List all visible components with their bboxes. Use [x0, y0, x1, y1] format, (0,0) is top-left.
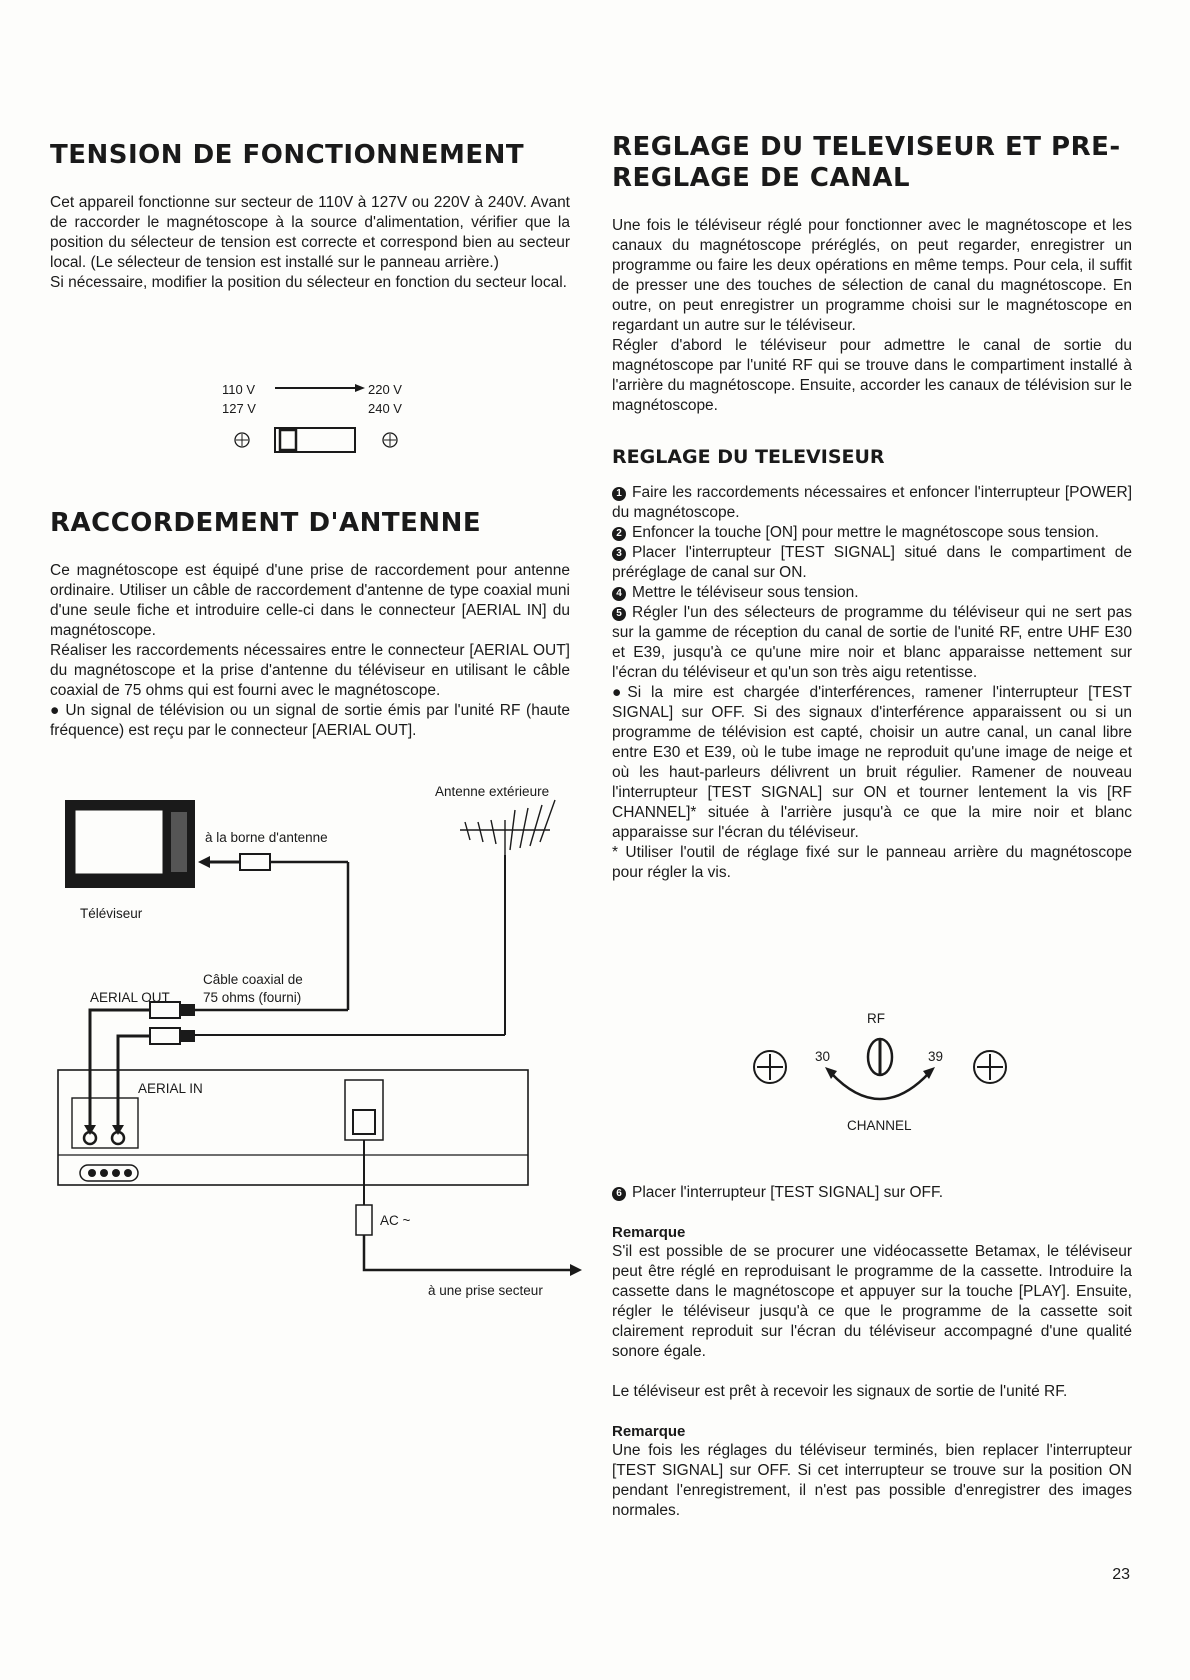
aerial-in-label: AERIAL IN [138, 1081, 203, 1096]
reglage-subtitle: REGLAGE DU TELEVISEUR [612, 446, 885, 469]
step-1 [612, 483, 1132, 523]
pret-text: Le téléviseur est prêt à recevoir les signaux de sortie de l'unité RF. [612, 1383, 1068, 1400]
tv-plug-icon [240, 854, 270, 870]
remarque-2-title: Remarque [612, 1423, 686, 1440]
aerial-terminal-box [72, 1098, 138, 1148]
tension-para-1: Cet appareil fonctionne sur secteur de 110V à 127V ou 220V à 240V. Avant de raccorder le magnétoscope à la source d'alimentation, vérifier que la position du sélecteur de tension est correcte et correspond bien au secteur local. (Le sélecteur de tension est installé sur le panneau arrière.) [50, 194, 570, 272]
v240-label: 240 V [368, 401, 402, 416]
step-6-text: Placer l'interrupteur [TEST SIGNAL] sur OFF. [632, 1184, 944, 1201]
step-2-number: 2 [612, 527, 626, 541]
step-1-text: Faire les raccordements nécessaires et enfoncer l'interrupteur [POWER] du magnétoscope. [612, 484, 1132, 522]
step-5 [612, 603, 1132, 683]
prise-label: à une prise secteur [428, 1283, 543, 1298]
page-number: 23 [1112, 1566, 1130, 1583]
rf-label: RF [867, 1011, 885, 1026]
footnote: * Utiliser l'outil de réglage fixé sur le panneau arrière du magnétoscope pour régler la vis. [612, 844, 1132, 882]
step-5-number: 5 [612, 607, 626, 621]
antenne-para-2: Réaliser les raccordements nécessaires entre le connecteur [AERIAL OUT] du magnétoscope et la prise d'antenne du téléviseur en utilisant le câble coaxial de 75 ohms qui est fourni avec le magnétoscope. [50, 642, 570, 700]
reglage-section [612, 132, 1132, 883]
step-4 [612, 583, 1132, 603]
antenne-para-1: Ce magnétoscope est équipé d'une prise de raccordement pour antenne ordinaire. Utiliser un câble de raccordement d'antenne de type coaxial muni d'une seule fiche et introduire celle-ci dans le connecteur [AERIAL IN] du magnétoscope. [50, 562, 570, 640]
antenne-ext-label: Antenne extérieure [435, 784, 550, 799]
cable-label-2: 75 ohms (fourni) [203, 990, 302, 1005]
vcr-back-panel [58, 1070, 528, 1185]
v220-label: 220 V [368, 382, 402, 397]
aerial-out-label: AERIAL OUT [90, 990, 170, 1005]
screw-left-icon [754, 1051, 786, 1083]
screw-right-icon [974, 1051, 1006, 1083]
remarque-1-title: Remarque [612, 1224, 686, 1241]
remarque-2-text: Une fois les réglages du téléviseur terminés, bien replacer l'interrupteur [TEST SIGNAL] sur OFF. Si cet interrupteur se trouve sur la position ON pendant l'enregistrement, il n'est pas possible d'enregistrer des images normales. [612, 1442, 1132, 1519]
selector-knob [280, 430, 296, 450]
step-5-text: Régler l'un des sélecteurs de programme du téléviseur qui ne sert pas sur la gamme de réception du canal de sortie de l'unité RF, entre UHF E30 et E39, jusqu'à ce qu'une mire noir et blanc apparaisse nettement sur l'écran du téléviseur et qu'un son très aigu retentisse. [612, 604, 1132, 682]
reglage-intro-1: Une fois le téléviseur réglé pour fonctionner avec le magnétoscope et les canaux du magnétoscope préréglés, on peut regarder, enregistrer un programme ou faire les deux opérations en même temps. Pour cela, il suffit de presser une des touches de sélection de canal du magnétoscope. En outre, on peut enregistrer un programme choisi sur le magnétoscope en regardant un autre sur le téléviseur. [612, 217, 1132, 335]
selector-switch [275, 428, 355, 452]
tv-screen [75, 810, 163, 874]
borne-label: à la borne d'antenne [205, 830, 328, 845]
step-4-number: 4 [612, 587, 626, 601]
reglage-intro-2: Régler d'abord le téléviseur pour admettre le canal de sortie du magnétoscope par l'unité RF qui se trouve dans le compartiment installé à l'arrière du magnétoscope. Ensuite, accorder les canaux de télévision sur le magnétoscope. [612, 337, 1132, 415]
ch30-label: 30 [815, 1049, 831, 1064]
v127-label: 127 V [222, 401, 256, 416]
selector-arrow-head-icon [355, 384, 365, 392]
step-4-text: Mettre le téléviseur sous tension. [632, 584, 859, 602]
cable-label-1: Câble coaxial de [203, 972, 303, 987]
tension-para-2: Si nécessaire, modifier la position du sélecteur en fonction du secteur local. [50, 274, 567, 292]
ac-label: AC ~ [380, 1213, 411, 1228]
step-2-text: Enfoncer la touche [ON] pour mettre le magnétoscope sous tension. [632, 524, 1099, 542]
step-5-bullet: ● Si la mire est chargée d'interférences, ramener l'interrupteur [TEST SIGNAL] sur OFF. Si des signaux d'interférence apparaissent ou si un programme de télévision est capté, choisir un autre canal, un canal libre entre E30 et E39, où le tube image ne reproduit qu'une image de neige et où les haut-parleurs délivrent un bruit régulier. Ramener de nouveau l'interrupteur [TEST SIGNAL] sur ON et tourner lentement la vis [RF CHANNEL]* située à l'arrière jusqu'à ce que la mire noir et blanc apparaisse sur l'écran du téléviseur. [612, 684, 1132, 842]
channel-label: CHANNEL [847, 1118, 912, 1130]
ch39-label: 39 [928, 1049, 944, 1064]
reglage-title-line-1: REGLAGE DU TELEVISEUR ET PRE- [612, 132, 1121, 162]
reglage-title-line-2: REGLAGE DE CANAL [612, 163, 911, 194]
step-2 [612, 523, 1132, 543]
reglage-section-end [612, 1183, 1132, 1521]
antenna-icon [460, 800, 555, 855]
ac-socket-icon [353, 1110, 375, 1134]
step-3-number: 3 [612, 547, 626, 561]
step-1-number: 1 [612, 487, 626, 501]
tv-plug-arrow-icon [198, 856, 210, 868]
v110-label: 110 V [222, 382, 256, 397]
voltage-selector-diagram [200, 380, 420, 460]
connection-diagram [50, 780, 590, 1380]
tension-section [50, 140, 570, 293]
antenne-title: RACCORDEMENT D'ANTENNE [50, 508, 482, 538]
antenne-bullet-text: Un signal de télévision ou un signal de sortie émis par l'unité RF (haute fréquence) est reçu par le connecteur [AERIAL OUT]. [50, 702, 570, 740]
tension-title: TENSION DE FONCTIONNEMENT [50, 140, 525, 170]
channel-arc [831, 1073, 929, 1099]
remarque-1-text: S'il est possible de se procurer une vidéocassette Betamax, le téléviseur peut être réglé en reproduisant le programme de la cassette. Introduire la cassette dans le magnétoscope et appuyer sur la touche [PLAY]. Ensuite, régler le téléviseur jusqu'à ce que le programme de la cassette soit clairement reproduit sur l'écran du téléviseur accompagné d'une qualité sonore égale. [612, 1243, 1132, 1360]
ac-plug-icon [356, 1205, 372, 1235]
step-6 [612, 1183, 1132, 1203]
antenne-section [50, 508, 570, 741]
rf-channel-screw-icon [868, 1039, 892, 1075]
step-3 [612, 543, 1132, 583]
step-3-text: Placer l'interrupteur [TEST SIGNAL] situé dans le compartiment de préréglage de canal sur ON. [612, 544, 1132, 582]
rf-channel-diagram [735, 1005, 1035, 1130]
televiseur-label: Téléviseur [80, 906, 143, 921]
step-5-bullet-text: Si la mire est chargée d'interférences, ramener l'interrupteur [TEST SIGNAL] sur OFF. Si des signaux d'interférence apparaissent ou si un programme de télévision est capté, choisir un autre canal, un canal libre entre E30 et E39, où le tube image ne reproduit qu'une image de neige et où les haut-parleurs délivrent un bruit régulier. Ramener de nouveau l'interrupteur [TEST SIGNAL] sur ON et tourner lentement la vis [RF CHANNEL]* située à l'arrière jusqu'à ce que la mire noir et blanc apparaisse sur l'écran du téléviseur. [612, 684, 1132, 842]
aerial-in-plug-icon [150, 1028, 180, 1044]
prise-arrow-icon [570, 1264, 582, 1276]
step-6-number: 6 [612, 1187, 626, 1201]
antenne-bullet: ● Un signal de télévision ou un signal de sortie émis par l'unité RF (haute fréquence) est reçu par le connecteur [AERIAL OUT]. [50, 702, 570, 740]
